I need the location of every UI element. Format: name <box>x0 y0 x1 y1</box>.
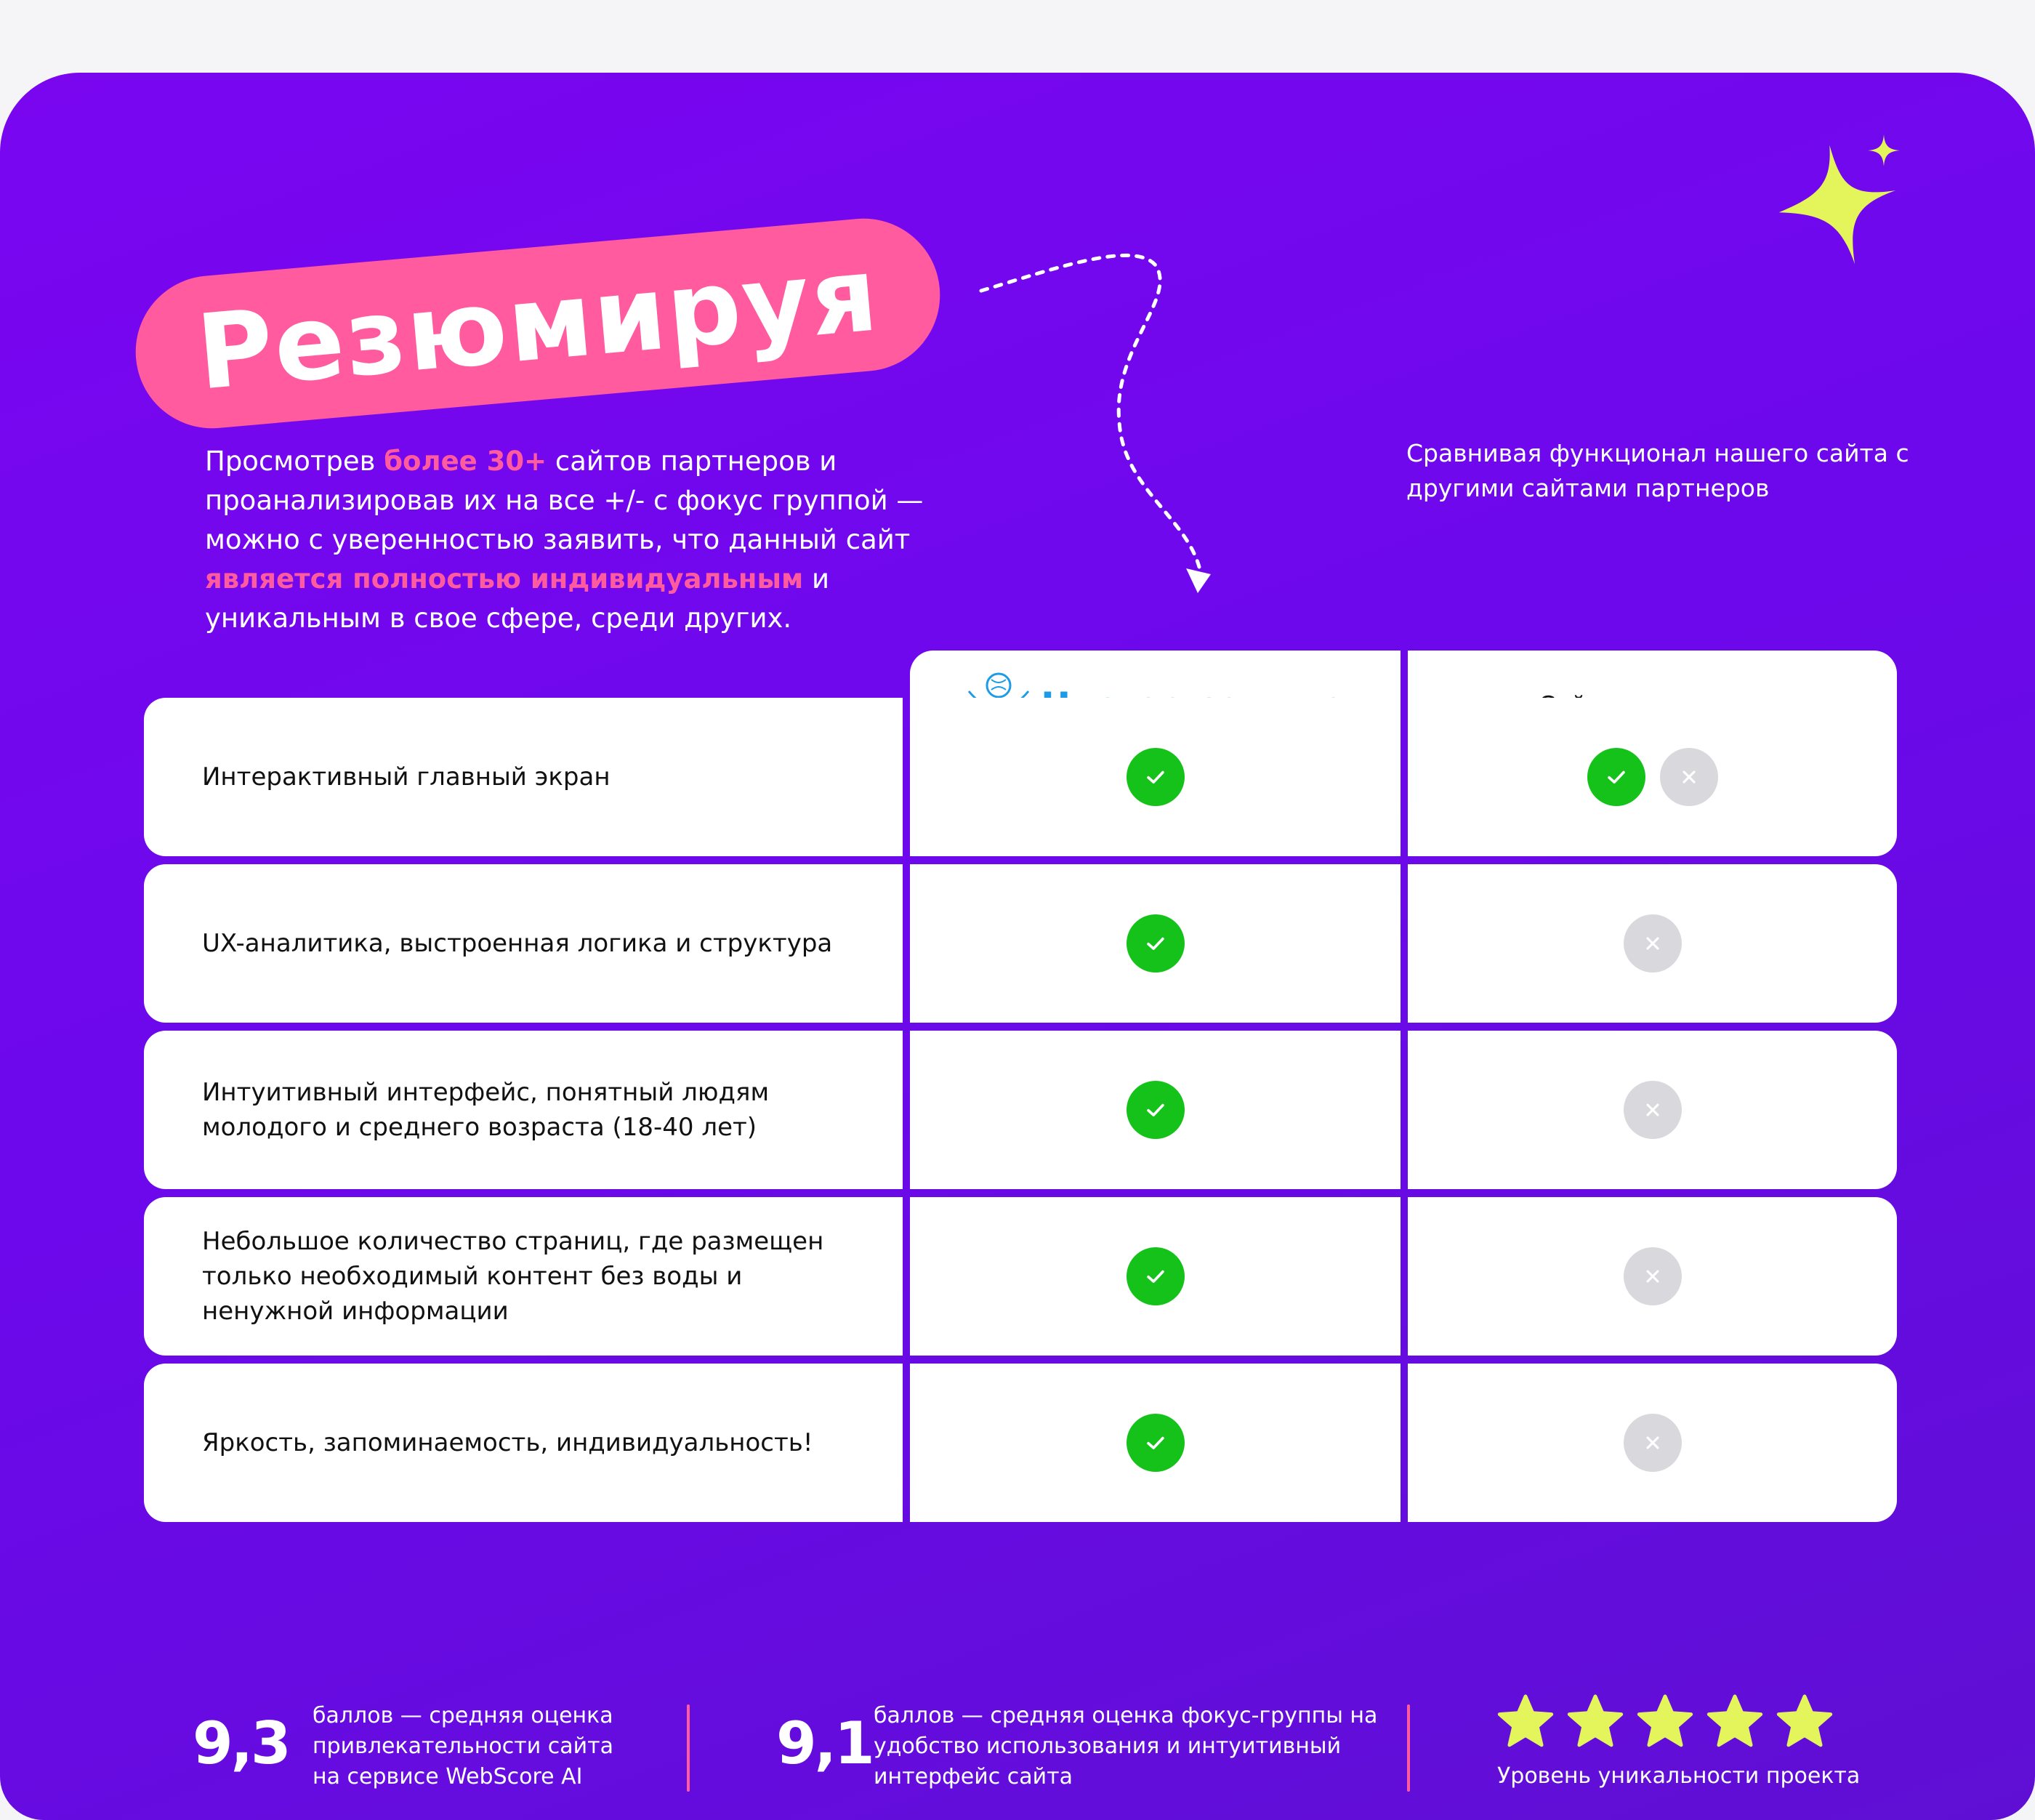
check-icon <box>1127 914 1185 973</box>
feature-cell <box>144 864 903 1023</box>
feature-cell <box>144 1364 903 1522</box>
intro-highlight: является полностью индивидуальным <box>205 563 804 595</box>
ours-cell <box>910 864 1401 1023</box>
ours-cell <box>910 1364 1401 1522</box>
intro-part: и уникальным в свое сфере, среди других. <box>205 563 830 634</box>
cross-icon <box>1624 1081 1682 1139</box>
cross-icon <box>1660 748 1718 806</box>
feature-label: Яркость, запоминаемость, индивидуальность! <box>202 1428 813 1457</box>
score-value: 9,1 <box>776 1710 873 1777</box>
ours-cell <box>910 1031 1401 1189</box>
compare-note: Сравнивая функционал нашего сайта с другими сайтами партнеров <box>1406 439 1909 502</box>
divider <box>1407 1704 1410 1792</box>
rating-label: Уровень уникальности проекта <box>1497 1763 1861 1789</box>
cross-icon <box>1624 1247 1682 1305</box>
star-icon <box>1776 1694 1833 1749</box>
title-pill <box>129 212 946 435</box>
check-icon <box>1127 748 1185 806</box>
check-icon <box>1127 1247 1185 1305</box>
dotted-arrow-icon <box>967 160 1228 611</box>
intro-highlight: более 30+ <box>384 446 547 477</box>
star-icon <box>1497 1694 1554 1749</box>
feature-label: Интерактивный главный экран <box>202 762 610 792</box>
partners-cell <box>1408 698 1897 856</box>
check-icon <box>1127 1081 1185 1139</box>
check-icon <box>1127 1414 1185 1472</box>
stats-footer <box>0 1694 2035 1803</box>
table-row <box>144 1197 1897 1356</box>
partners-cell <box>1408 1031 1897 1189</box>
ours-cell <box>910 1197 1401 1356</box>
rating-stars <box>1497 1694 1833 1749</box>
intro-part: сайтов партнеров и проанализировав их на все +/- с фокус группой — можно с уверенностью заявить, что данный сайт <box>205 446 924 555</box>
cross-icon <box>1624 914 1682 973</box>
summary-card <box>0 73 2035 1820</box>
check-icon <box>1587 748 1645 806</box>
score-description: баллов — средняя оценка фокус-группы на удобство использования и интуитивный интерфейс сайта <box>874 1703 1378 1789</box>
divider <box>687 1704 690 1792</box>
feature-label: Небольшое количество страниц, где размещен только необходимый контент без воды и ненужной информации <box>202 1227 824 1326</box>
table-row <box>144 698 1897 856</box>
table-row <box>144 1364 1897 1522</box>
cross-icon <box>1624 1414 1682 1472</box>
partners-cell <box>1408 864 1897 1023</box>
feature-label: UX-аналитика, выстроенная логика и структура <box>202 929 833 958</box>
small-sparkle-icon <box>1868 134 1900 166</box>
partners-cell <box>1408 1197 1897 1356</box>
star-icon <box>1706 1694 1763 1749</box>
score-value: 9,3 <box>193 1710 289 1777</box>
feature-cell <box>144 1197 903 1356</box>
star-icon <box>1637 1694 1693 1749</box>
page-title: Резюмируя <box>192 233 884 414</box>
score-description: баллов — средняя оценка привлекательности сайта на сервисе WebScore AI <box>313 1703 613 1789</box>
ours-cell <box>910 698 1401 856</box>
table-row <box>144 864 1897 1023</box>
table-row <box>144 1031 1897 1189</box>
feature-cell <box>144 1031 903 1189</box>
feature-label: Интуитивный интерфейс, понятный людям молодого и среднего возраста (18-40 лет) <box>202 1078 770 1142</box>
intro-text <box>205 442 946 638</box>
intro-part: Просмотрев <box>205 446 384 477</box>
star-icon <box>1567 1694 1624 1749</box>
feature-cell <box>144 698 903 856</box>
partners-cell <box>1408 1364 1897 1522</box>
